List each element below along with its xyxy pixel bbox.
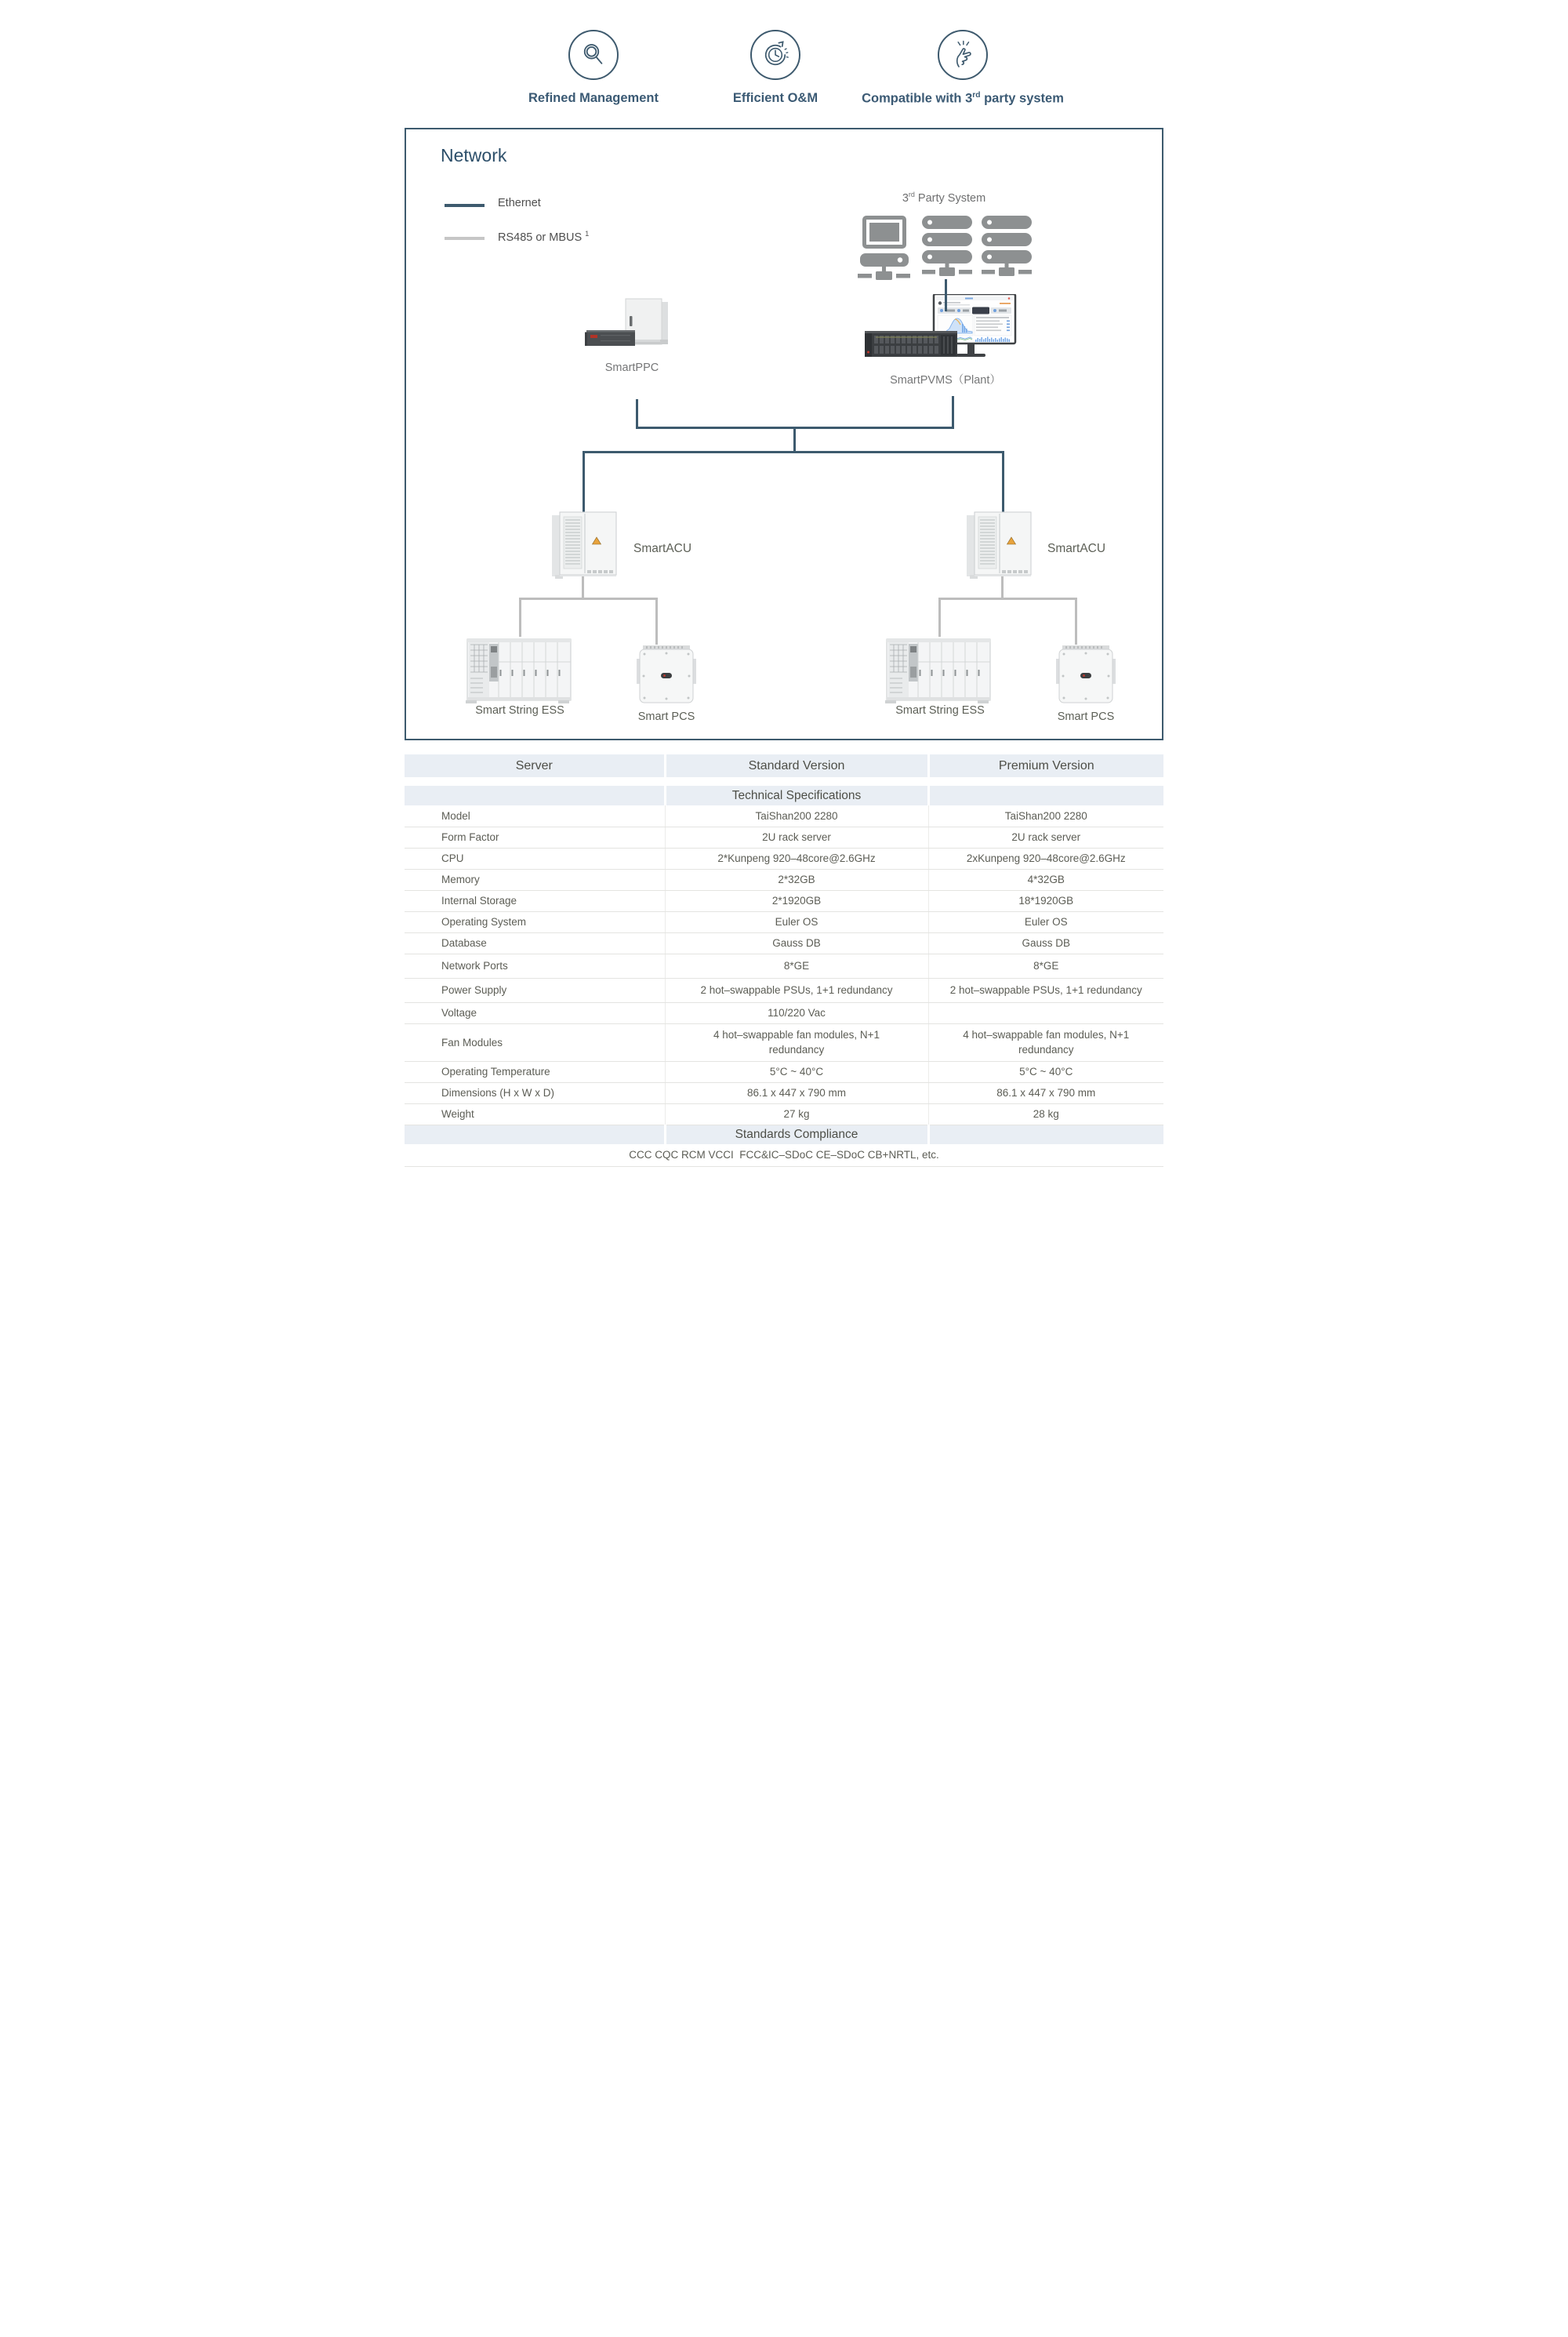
- table-row: Operating System Euler OS Euler OS: [405, 911, 1163, 932]
- magnifier-icon: [568, 30, 619, 80]
- table-row: Internal Storage 2*1920GB 18*1920GB: [405, 890, 1163, 911]
- section-title-row: [405, 786, 1163, 805]
- ess-right-label: Smart String ESS: [895, 704, 985, 717]
- spec-table-section: [405, 754, 1163, 1167]
- feature-label: Refined Management: [528, 91, 659, 105]
- rs485-line-ess-left: [519, 598, 521, 637]
- pcs-left-photo: [635, 643, 698, 706]
- feature-highlights: [392, 0, 1176, 128]
- col-header-standard: Standard Version: [665, 754, 928, 777]
- standards-title: Standards Compliance: [665, 1125, 928, 1144]
- network-title: Network: [441, 145, 507, 165]
- smartppc-photo: [585, 296, 671, 351]
- third-party-servers-icon: [858, 214, 1038, 282]
- table-row: CPU 2*Kunpeng 920–48core@2.6GHz 2xKunpeng 920–48core@2.6GHz: [405, 848, 1163, 869]
- section-title: Technical Specifications: [665, 786, 928, 805]
- legend-ethernet-label: Ethernet: [498, 197, 541, 209]
- ess-left-label: Smart String ESS: [475, 704, 564, 717]
- feature-refined-management: [525, 30, 662, 106]
- table-row: Form Factor 2U rack server 2U rack server: [405, 827, 1163, 848]
- feature-efficient-om: [707, 30, 844, 106]
- table-row: Voltage 110/220 Vac: [405, 1002, 1163, 1023]
- smartppc-label: SmartPPC: [604, 362, 659, 374]
- datasheet-page: [392, 0, 1176, 1168]
- ess-right-photo: [879, 635, 995, 704]
- col-header-premium: Premium Version: [928, 754, 1163, 777]
- table-row: Operating Temperature 5°C ~ 40°C 5°C ~ 40°C: [405, 1061, 1163, 1082]
- table-row: Fan Modules 4 hot–swappable fan modules, N+1 redundancy 4 hot–swappable fan modules, N+1 redundancy: [405, 1023, 1163, 1061]
- rs485-line-pcs-right: [1075, 598, 1077, 645]
- network-diagram: [405, 128, 1163, 740]
- spec-table: [405, 754, 1163, 1167]
- smartacu-left-photo: [544, 509, 622, 581]
- pcs-left-label: Smart PCS: [637, 711, 695, 723]
- standards-title-row: [405, 1125, 1163, 1144]
- ess-left-photo: [459, 635, 575, 704]
- smartacu-right-photo: [959, 509, 1037, 581]
- feature-label: Efficient O&M: [732, 91, 818, 105]
- col-header-server: Server: [405, 754, 665, 777]
- rs485-line-ess-right: [938, 598, 941, 637]
- ethernet-line-server-to-pvms: [945, 279, 947, 311]
- table-row: Weight 27 kg 28 kg: [405, 1103, 1163, 1125]
- legend-ethernet-line: [445, 204, 485, 207]
- spacer-row: [405, 777, 1163, 786]
- ethernet-bus-lower: [583, 451, 1004, 453]
- ethernet-line-center: [793, 427, 796, 452]
- standards-compliance-text: CCC CQC RCM VCCI FCC&IC–SDoC CE–SDoC CB+NRTL, etc.: [405, 1144, 1163, 1166]
- rs485-line-pcs-left: [655, 598, 658, 645]
- feature-compatible: [853, 30, 1073, 107]
- pcs-right-label: Smart PCS: [1057, 711, 1115, 723]
- third-party-label: 3rd Party System: [902, 191, 986, 205]
- ethernet-line-acu-left: [583, 451, 585, 512]
- standards-compliance-row: [405, 1144, 1163, 1166]
- rs485-bus-left: [519, 598, 658, 600]
- smartacu-right-label: SmartACU: [1047, 542, 1106, 555]
- ethernet-line-pvms-down: [952, 396, 954, 429]
- table-row: Model TaiShan200 2280 TaiShan200 2280: [405, 805, 1163, 827]
- table-row: Power Supply 2 hot–swappable PSUs, 1+1 redundancy 2 hot–swappable PSUs, 1+1 redundancy: [405, 978, 1163, 1002]
- smartpvms-photo: [865, 294, 1018, 363]
- legend-rs485-label: RS485 or MBUS $^1$: [498, 230, 590, 244]
- finger-snap-icon: [938, 30, 988, 80]
- rs485-bus-right: [938, 598, 1077, 600]
- table-row: Database Gauss DB Gauss DB: [405, 932, 1163, 954]
- ethernet-line-ppc-down: [636, 399, 638, 429]
- table-row: Network Ports 8*GE 8*GE: [405, 954, 1163, 978]
- feature-label: Compatible with 3rd party system: [862, 91, 1064, 106]
- clock-cycle-icon: [750, 30, 800, 80]
- smartacu-left-label: SmartACU: [633, 542, 692, 555]
- table-row: Dimensions (H x W x D) 86.1 x 447 x 790 mm 86.1 x 447 x 790 mm: [405, 1082, 1163, 1103]
- ethernet-line-acu-right: [1002, 451, 1004, 512]
- table-header-row: [405, 754, 1163, 777]
- legend-rs485-line: [445, 237, 485, 240]
- table-row: Memory 2*32GB 4*32GB: [405, 869, 1163, 890]
- pcs-right-photo: [1054, 643, 1117, 706]
- smartpvms-label: SmartPVMS（Plant）: [890, 374, 1001, 387]
